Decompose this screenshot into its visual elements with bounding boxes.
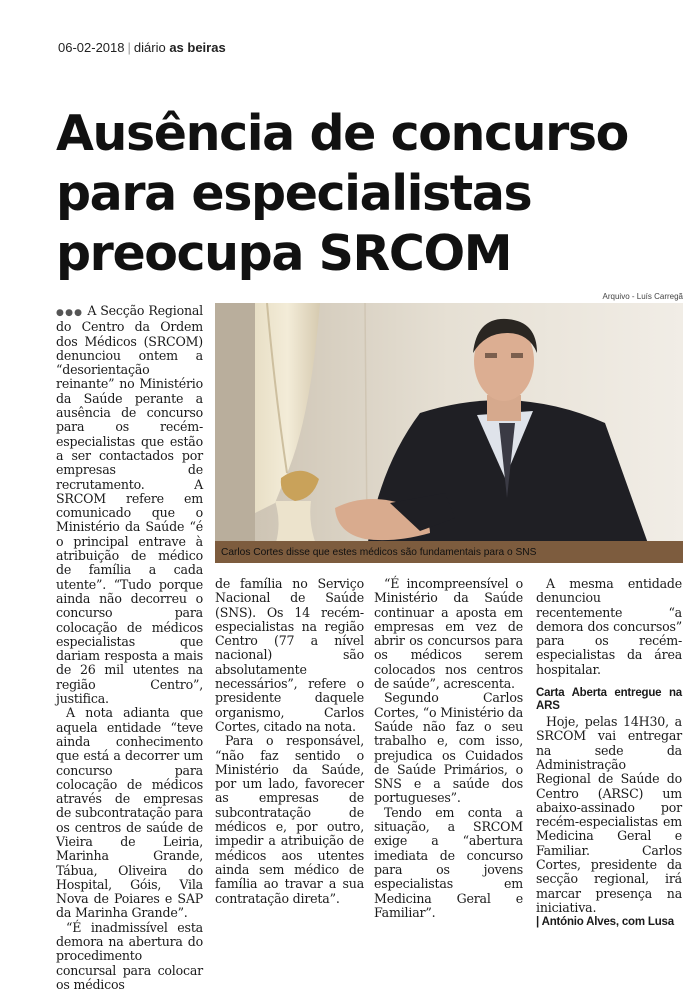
paragraph: Para o responsável, “não faz sentido o Ministério da Saúde, por um lado, favorecer as empresas de subcontratação de médicos e, por outro, impedir a atribuição de médicos aos utentes ainda sem médico de família ao travar a sua contratação direta”. bbox=[215, 733, 364, 906]
paragraph: Segundo Carlos Cortes, “o Ministério da Saúde não faz o seu trabalho e, com isso, prejudica os Cuidados de Saúde Primários, o SNS e a saúde dos portugueses”. bbox=[374, 690, 523, 806]
edition-date: 06-02-2018 bbox=[58, 40, 125, 55]
article-column-3 bbox=[374, 577, 523, 920]
article-column-1 bbox=[56, 304, 203, 992]
paragraph: A nota adianta que aquela entidade “teve ainda conhecimento que está a decorrer um concurso para colocação de médicos através de empresas de subcontratação para os centros de saúde de Vieira de Leiria, Marinha Grande, Tábua, Oliveira do Hospital, Góis, Vila Nova de Poiares e SAP da Marinha Grande”. bbox=[56, 705, 203, 921]
dateline bbox=[58, 40, 226, 55]
byline: | António Alves, com Lusa bbox=[536, 916, 674, 929]
dateline-separator: | bbox=[127, 40, 131, 55]
paragraph: Hoje, pelas 14H30, a SRCOM vai entregar na sede da Administração Regional de Saúde do Centro (ARSC) um abaixo-assinado por recém-especialistas em Medicina Geral e Familiar. Carlos Cortes, presidente da secção regional, irá marcar presença na iniciativa. bbox=[536, 714, 682, 915]
article-column-4 bbox=[536, 577, 682, 930]
paragraph: A mesma entidade denunciou recentemente “a demora dos concursos” para os recém-especialistas da área hospitalar. bbox=[536, 576, 682, 677]
portrait-photo-illustration bbox=[215, 303, 683, 563]
article-photo bbox=[215, 303, 683, 563]
photo-caption: Carlos Cortes disse que estes médicos são fundamentais para o SNS bbox=[221, 547, 537, 558]
paragraph: Tendo em conta a situação, a SRCOM exige a “abertura imediata de concurso para os jovens especialistas em Medicina Geral e Familiar”. bbox=[374, 804, 523, 920]
paragraph: de família no Serviço Nacional de Saúde (SNS). Os 14 recém-especialistas na região Centro (77 a nível nacional) são absolutamente necessários”, refere o presidente daquele organismo, Carlos Cortes, citado na nota. bbox=[215, 576, 364, 734]
paper-prefix: diário bbox=[133, 40, 166, 55]
subheading: Carta Aberta entregue na ARS bbox=[536, 687, 682, 713]
photo-credit: Arquivo - Luís Carregã bbox=[602, 292, 683, 301]
lead-paragraph bbox=[56, 304, 203, 706]
paragraph-text: A Secção Regional do Centro da Ordem dos Médicos (SRCOM) denunciou ontem a “desorientação reinante” no Ministério da Saúde perante a ausência de concurso para os recém-especialistas que estão a ser contactados por empresas de recrutamento. A SRCOM refere em comunicado que o Ministério da Saúde “é o principal entrave à atribuição de médico de família a cada utente”. “Tudo porque ainda não decorreu o concurso para colocação de médicos especialistas que dariam resposta a mais de 26 mil utentes na região Centro”, justifica. bbox=[56, 303, 204, 707]
paragraph: “É inadmissível esta demora na abertura do procedimento concursal para colocar os médicos bbox=[56, 919, 203, 992]
headline: Ausência de concurso para especialistas preocupa SRCOM bbox=[56, 105, 628, 282]
article-column-2 bbox=[215, 577, 364, 906]
lead-bullets: ●●● bbox=[56, 308, 84, 318]
paragraph: “É incompreensível o Ministério da Saúde continuar a aposta em empresas em vez de abrir os concursos para os médicos serem colocados nos centros de saúde”, acrescenta. bbox=[374, 576, 523, 692]
paper-name: as beiras bbox=[169, 40, 226, 55]
